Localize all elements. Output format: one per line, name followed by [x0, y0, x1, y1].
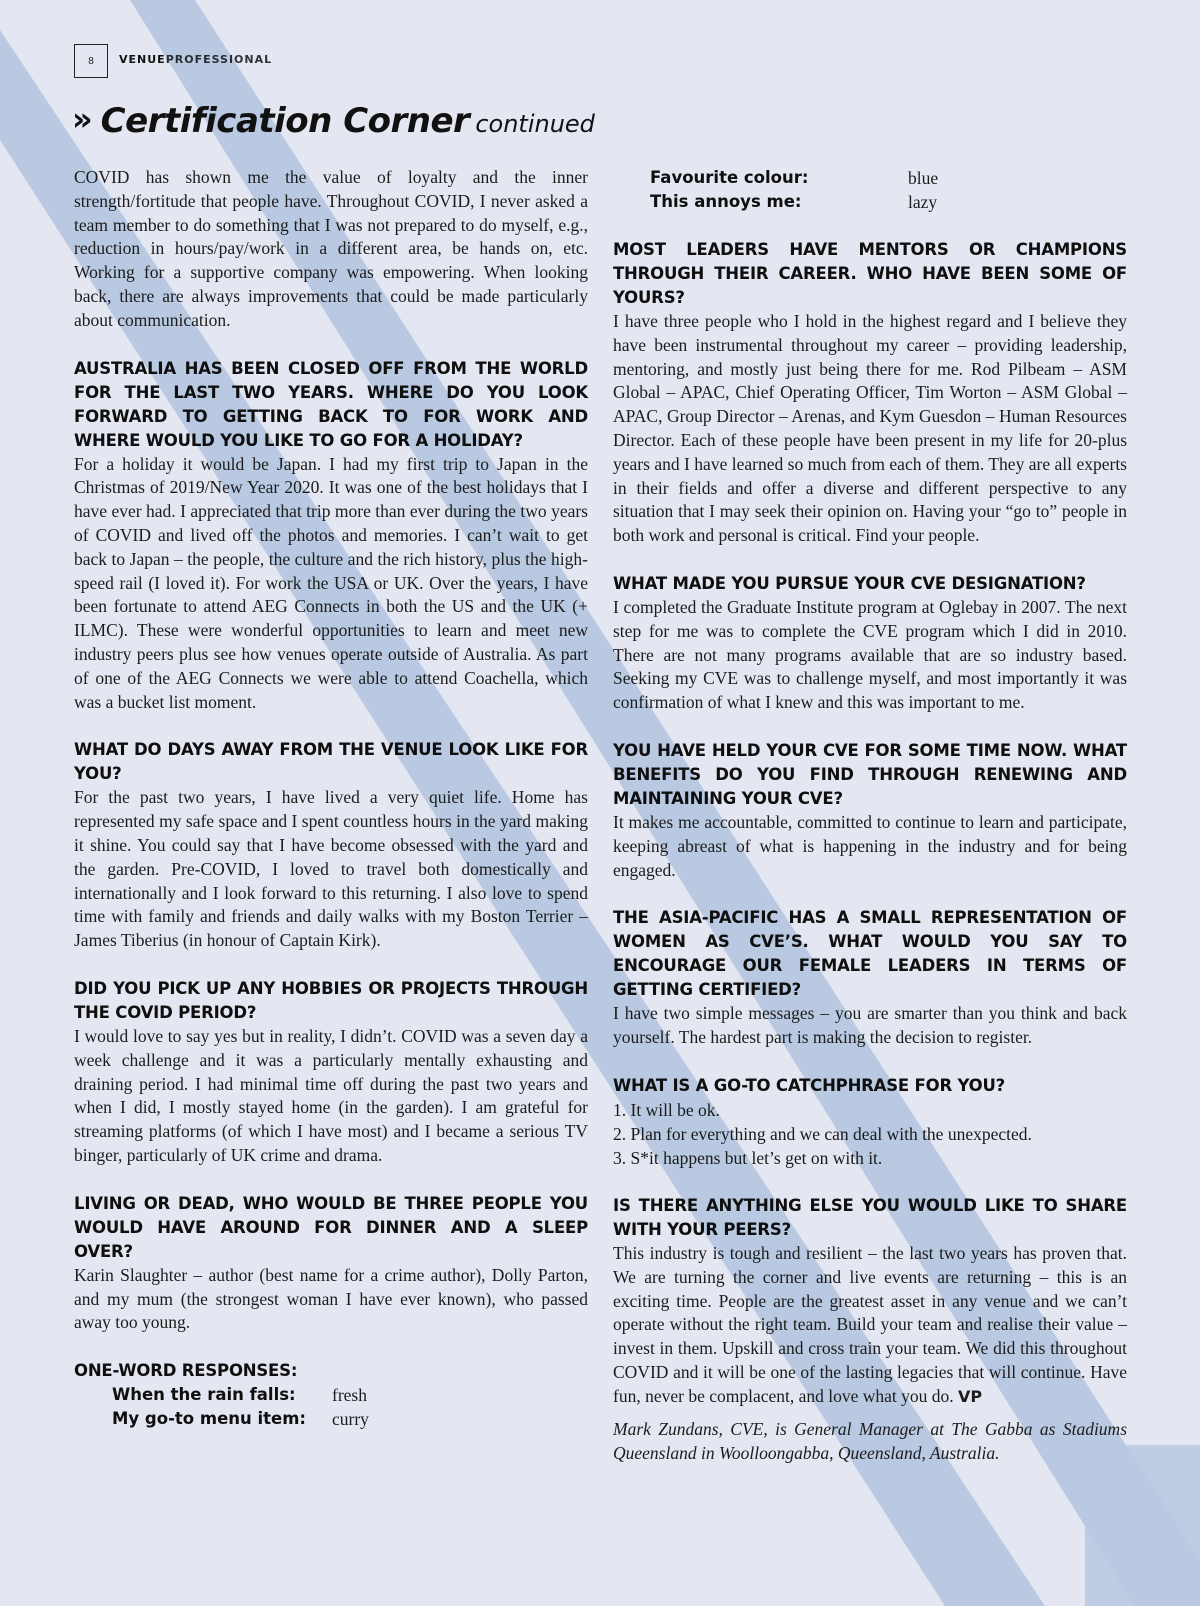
question-heading: WHAT DO DAYS AWAY FROM THE VENUE LOOK LIKE FOR YOU? — [74, 740, 588, 784]
one-word-label: My go-to menu item: — [112, 1409, 307, 1429]
answer-paragraph: It makes me accountable, committed to continue to learn and participate, keeping abreast of what is happening in the industry and for being engaged. — [613, 811, 1127, 880]
section-title-main: Certification Corner — [100, 101, 470, 141]
question-heading: AUSTRALIA HAS BEEN CLOSED OFF FROM THE WORLD FOR THE LAST TWO YEARS. WHERE DO YOU LOOK FORWARD TO GETTING BACK TO FOR WORK AND WHERE WOULD YOU LIKE TO GO FOR A HOLIDAY? — [74, 358, 588, 450]
double-chevron-icon: » — [72, 100, 93, 138]
answer-paragraph: I have three people who I hold in the highest regard and I believe they have been instrumental throughout my career – providing leadership, mentoring, and mostly just being there for me. Rod Pilbeam – ASM Global – APAC, Chief Operating Officer, Tim Worton – ASM Global – APAC, Group Director – Arenas, and Kym Guesdon – Human Resources Director. Each of these people have been present in my life for 20-plus years and I have learned so much from each of them. They are all experts in their fields and offer a diverse and different perspective to any situation that I may seek their opinion on. Having your “go to” people in both work and personal is critical. Find your people. — [613, 311, 1127, 546]
catchphrase-item: 1. It will be ok. — [613, 1099, 720, 1120]
catchphrase-item: 2. Plan for everything and we can deal with the unexpected. — [613, 1123, 1032, 1144]
question-heading: THE ASIA-PACIFIC HAS A SMALL REPRESENTATION OF WOMEN AS CVE’S. WHAT WOULD YOU SAY TO ENCOURAGE OUR FEMALE LEADERS IN TERMS OF GETTING CERTIFIED? — [613, 908, 1127, 1000]
question-heading: WHAT IS A GO-TO CATCHPHRASE FOR YOU? — [613, 1075, 1006, 1095]
one-word-value: blue — [908, 168, 939, 188]
one-word-row — [74, 1407, 588, 1431]
magazine-name — [119, 53, 272, 66]
left-column — [74, 166, 588, 1431]
closing-answer-text: This industry is tough and resilient – the last two years has proven that. We are turning the corner and live events are returning – this is an exciting time. People are the greatest asset in any venue and we can’t operate without the right team. Build your team and realise their value – invest in them. Upskill and cross train your team. We did this throughout COVID and it will be one of the lasting legacies that will continue. Have fun, never be complacent, and love what you do. — [613, 1242, 1127, 1406]
answer-paragraph: For a holiday it would be Japan. I had my first trip to Japan in the Christmas of 2019/New Year 2020. It was one of the best holidays that I have ever had. I appreciated that trip more than ever during the two years of COVID and lived off the photos and memories. I can’t wait to get back to Japan – the people, the culture and the rich history, plus the high-speed rail (I loved it). For work the USA or UK. Over the years, I have been fortunate to attend AEG Connects in both the US and the UK (+ ILMC). These were wonderful opportunities to learn and meet new industry peers plus see how venues operate outside of Australia. As part of one of the AEG Connects we were able to attend Coachella, which was a bucket list moment. — [74, 453, 588, 712]
one-word-heading: ONE-WORD RESPONSES: — [74, 1361, 298, 1381]
one-word-label: This annoys me: — [650, 192, 802, 211]
question-heading: YOU HAVE HELD YOUR CVE FOR SOME TIME NOW. WHAT BENEFITS DO YOU FIND THROUGH RENEWING AND MAINTAINING YOUR CVE? — [613, 740, 1127, 808]
one-word-row — [613, 190, 1127, 214]
section-title — [72, 100, 595, 141]
question-heading: LIVING OR DEAD, WHO WOULD BE THREE PEOPLE YOU WOULD HAVE AROUND FOR DINNER AND A SLEEP OVER? — [74, 1193, 588, 1261]
question-heading: IS THERE ANYTHING ELSE YOU WOULD LIKE TO SHARE WITH YOUR PEERS? — [613, 1195, 1127, 1239]
one-word-label: Favourite colour: — [650, 168, 809, 187]
one-word-value: curry — [332, 1409, 369, 1430]
author-bio: Mark Zundans, CVE, is General Manager at The Gabba as Stadiums Queensland in Woolloongabba, Queensland, Australia. — [613, 1418, 1127, 1463]
end-mark: VP — [958, 1386, 983, 1406]
one-word-row — [74, 1383, 588, 1407]
right-column — [613, 166, 1127, 1482]
intro-paragraph: COVID has shown me the value of loyalty and the inner strength/fortitude that people have. Throughout COVID, I never asked a team member to do something that I was not prepared to do myself, e.g., reduction in hours/pay/work in a different area, be hands on, etc. Working for a supportive company was empowering. When looking back, there are always improvements that could be made particularly about communication. — [74, 167, 588, 330]
answer-paragraph — [613, 1242, 1127, 1409]
one-word-value: lazy — [908, 192, 938, 212]
magazine-name-bold: VENUE — [119, 53, 166, 66]
magazine-name-rest: PROFESSIONAL — [165, 53, 273, 66]
answer-paragraph: I have two simple messages – you are smarter than you think and back yourself. The hardest part is making the decision to register. — [613, 1003, 1127, 1048]
catchphrase-item: 3. S*it happens but let’s get on with it. — [613, 1147, 883, 1168]
one-word-label: When the rain falls: — [112, 1385, 296, 1405]
answer-paragraph: I completed the Graduate Institute program at Oglebay in 2007. The next step for me was to complete the CVE program which I did in 2010. There are not many programs available that are so industry based. Seeking my CVE was to challenge myself, and most importantly it was confirmation of what I knew and this was important to me. — [613, 596, 1127, 713]
question-heading: MOST LEADERS HAVE MENTORS OR CHAMPIONS THROUGH THEIR CAREER. WHO HAVE BEEN SOME OF YOURS? — [613, 240, 1127, 307]
answer-paragraph: Karin Slaughter – author (best name for a crime author), Dolly Parton, and my mum (the strongest woman I have ever known), who passed away too young. — [74, 1264, 588, 1333]
page-number: 8 — [74, 44, 108, 78]
one-word-value: fresh — [332, 1385, 367, 1406]
question-heading: WHAT MADE YOU PURSUE YOUR CVE DESIGNATION? — [613, 573, 1086, 593]
answer-paragraph: I would love to say yes but in reality, I didn’t. COVID was a seven day a week challenge and it was a particularly mentally exhausting and draining period. I had minimal time off during the past two years and when I did, I mostly stayed home (in the garden). I am grateful for streaming platforms (of which I have most) and I became a serious TV binger, particularly of UK crime and drama. — [74, 1025, 588, 1165]
section-title-continued: continued — [475, 110, 595, 138]
answer-paragraph: For the past two years, I have lived a very quiet life. Home has represented my safe space and I spent countless hours in the yard making it shine. You could say that I have become obsessed with the yard and the garden. Pre-COVID, I loved to travel both domestically and internationally and I look forward to this returning. I also love to spend time with family and friends and daily walks with my Boston Terrier – James Tiberius (in honour of Captain Kirk). — [74, 787, 588, 951]
question-heading: DID YOU PICK UP ANY HOBBIES OR PROJECTS THROUGH THE COVID PERIOD? — [74, 978, 588, 1022]
one-word-row — [613, 166, 1127, 190]
